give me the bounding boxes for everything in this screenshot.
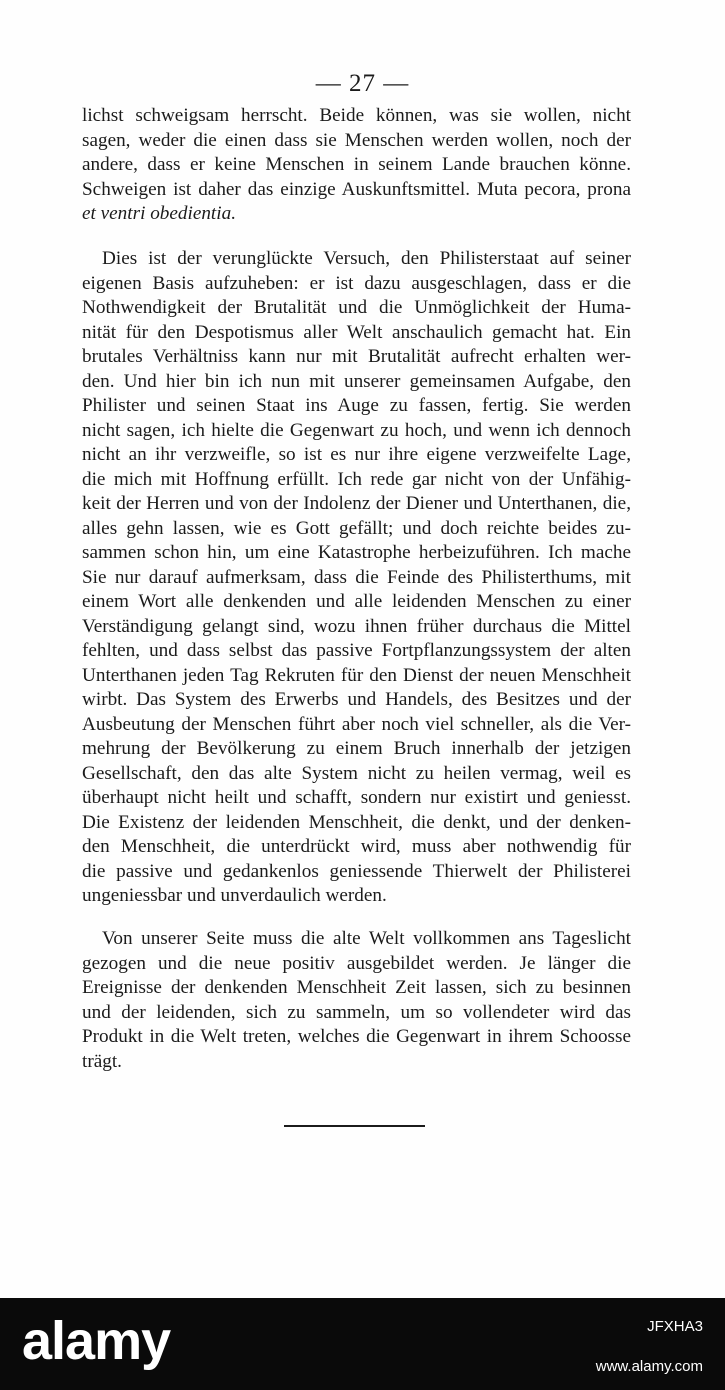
text-line: überhaupt nicht heilt und schafft, sondern nur existirt und geniesst. (82, 787, 631, 808)
end-rule-divider (284, 1125, 425, 1127)
text-line: den Menschheit, die unterdrückt wird, muss aber nothwendig für (82, 836, 631, 857)
watermark-logo: alamy (22, 1311, 171, 1371)
text-line: ungeniessbar und unverdaulich werden. (82, 885, 387, 906)
text-line: gezogen und die neue positiv ausgebildet werden. Je länger die (82, 952, 631, 974)
text-line: Gesellschaft, den das alte System nicht zu heilen vermag, weil es (82, 762, 631, 784)
text-line: Sie nur darauf aufmerksam, dass die Feinde des Philisterthums, mit (82, 566, 631, 588)
text-line: einem Wort alle denkenden und alle leidenden Menschen zu einer (82, 591, 631, 612)
text-line: Unterthanen jeden Tag Rekruten für den Dienst der neuen Menschheit (82, 664, 631, 686)
text-line: trägt. (82, 1050, 122, 1072)
text-line: nität für den Despotismus aller Welt anschaulich gemacht hat. Ein (82, 321, 631, 343)
text-line: Schweigen ist daher das einzige Auskunftsmittel. Muta pecora, prona (82, 178, 631, 200)
watermark-image-id: JFXHA3 (647, 1318, 703, 1335)
page-number: — 27 — (315, 70, 410, 97)
text-line: eigenen Basis aufzuheben: er ist dazu ausgeschlagen, dass er die (82, 272, 631, 294)
text-line: nicht an ihr verzweifle, so ist es nur ihre eigene verzweifelte Lage, (82, 444, 631, 465)
text-line: andere, dass er keine Menschen in seinem Lande brauchen könne. (82, 154, 631, 175)
text-line: die mich mit Hoffnung erfüllt. Ich rede gar nicht von der Unfähig- (82, 468, 631, 490)
text-line: nicht sagen, ich hielte die Gegenwart zu hoch, und wenn ich dennoch (82, 419, 631, 441)
text-line: sagen, weder die einen dass sie Menschen werden wollen, noch der (82, 129, 631, 151)
text-line: wirbt. Das System des Erwerbs und Handels, des Besitzes und der (82, 689, 631, 710)
text-line: Ereignisse der denkenden Menschheit Zeit lassen, sich zu besinnen (82, 977, 631, 998)
text-line: lichst schweigsam herrscht. Beide können, was sie wollen, nicht (82, 105, 631, 126)
text-line: die passive und gedankenlos geniessende Thierwelt der Philisterei (82, 860, 631, 882)
text-line: Ausbeutung der Menschen führt aber noch viel schneller, als die Ver- (82, 713, 631, 735)
paragraph-2 (82, 247, 631, 909)
text-line: Die Existenz der leidenden Menschheit, die denkt, und der denken- (82, 811, 631, 833)
text-line: Nothwendigkeit der Brutalität und die Unmöglichkeit der Huma- (82, 297, 631, 318)
text-line: keit der Herren und von der Indolenz der Diener und Unterthanen, die, (82, 493, 631, 514)
text-line: Dies ist der verunglückte Versuch, den Philisterstaat auf seiner (102, 248, 631, 269)
text-line: alles gehn lassen, wie es Gott gefällt; und doch reichte beides zu- (82, 517, 631, 539)
text-line: mehrung der Bevölkerung zu einem Bruch innerhalb der jetzigen (82, 738, 631, 759)
text-line: den. Und hier bin ich nun mit unserer gemeinsamen Aufgabe, den (82, 370, 631, 392)
text-line: brutales Verhältniss kann nur mit Brutalität aufrecht erhalten wer- (82, 346, 631, 367)
text-line: Von unserer Seite muss die alte Welt vollkommen ans Tageslicht (102, 928, 631, 949)
paragraph-1 (82, 104, 631, 227)
text-line: fehlten, und dass selbst das passive Fortpflanzungssystem der alten (82, 640, 631, 661)
text-line: Verständigung gelangt sind, wozu ihnen früher durchaus die Mittel (82, 615, 631, 637)
paragraph-3 (82, 927, 631, 1074)
text-line: Philister und seinen Staat ins Auge zu fassen, fertig. Sie werden (82, 395, 631, 416)
text-line: und der leidenden, sich zu sammeln, um so vollendeter wird das (82, 1001, 631, 1023)
text-line: Produkt in die Welt treten, welches die Gegenwart in ihrem Schoosse (82, 1026, 631, 1047)
text-line-latin-quote: et ventri obedientia. (82, 203, 236, 224)
text-line: sammen schon hin, um eine Katastrophe herbeizuführen. Ich mache (82, 542, 631, 563)
watermark-url: www.alamy.com (595, 1358, 703, 1375)
